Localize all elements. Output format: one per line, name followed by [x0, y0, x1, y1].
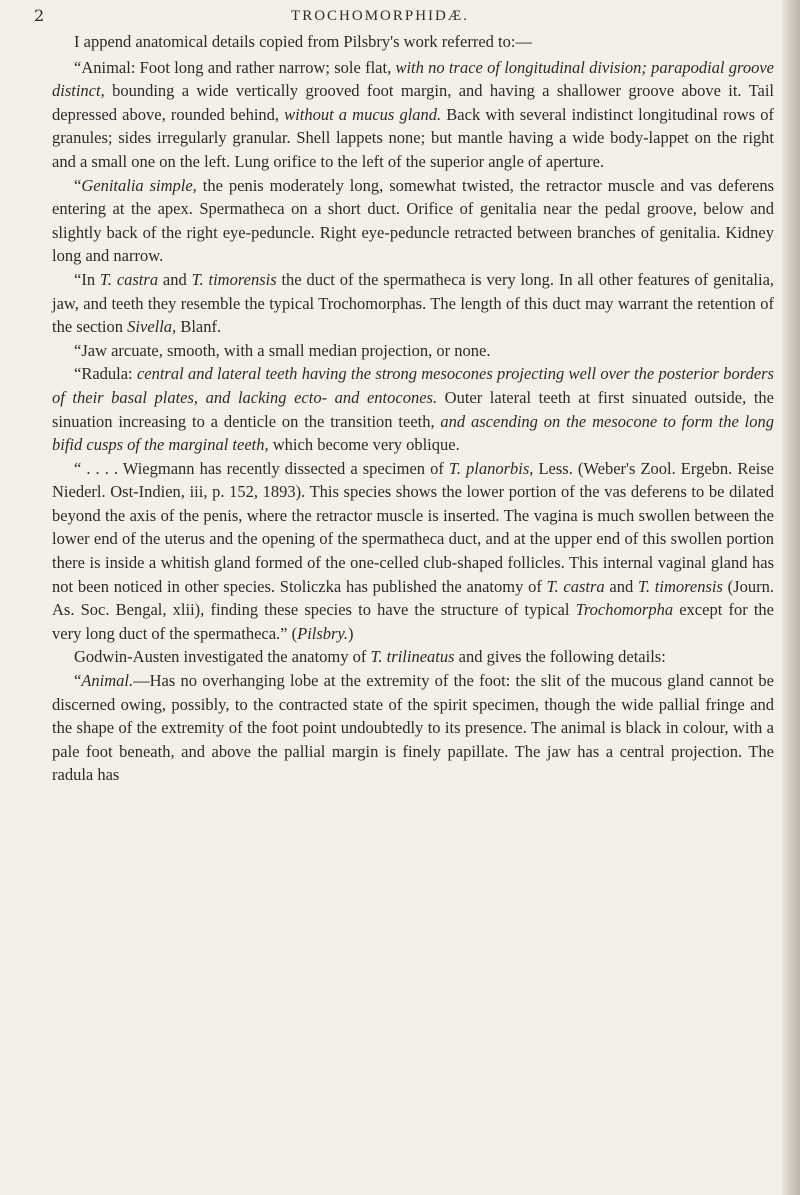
paragraph-castra [52, 268, 774, 339]
italic-text: T. castra [546, 576, 605, 596]
page-edge-shadow [782, 0, 800, 1195]
paragraph-intro [52, 30, 774, 54]
italic-text: Animal. [81, 671, 134, 691]
body-text [52, 30, 774, 787]
text-run: ) [348, 623, 354, 643]
text-run: “Jaw arcuate, smooth, with a small median projection, or none. [74, 340, 491, 360]
text-run: and gives the following details: [454, 647, 666, 667]
text-run: “ [74, 671, 82, 691]
text-run: “Radula: [74, 364, 137, 384]
text-run: the penis moderately long, somewhat twisted, the retractor muscle and vas deferens entering at the apex. Spermatheca on a short duct. Orifice of genitalia near the pedal groove, below and slightly back of the right eye-peduncle. Right eye-peduncle retracted between branches of genitalia. Kidney long and narrow. [52, 175, 774, 266]
text-run: Blanf. [176, 317, 222, 337]
text-run: and [158, 269, 192, 289]
text-run: Godwin-Austen investigated the anatomy of [74, 647, 371, 667]
italic-text: T. trilineatus [370, 647, 455, 667]
text-run: “ . . . . Wiegmann has recently dissected a specimen of [74, 458, 449, 478]
text-run: (Journ. As. Soc. Bengal, xlii), finding these species to have the structure of typical [52, 576, 774, 620]
page-number: 2 [34, 6, 45, 25]
italic-text: and ascending on the mesocone to form the long bifid cusps of the marginal teeth, [52, 411, 774, 455]
paragraph-genitalia [52, 174, 774, 268]
italic-text: T. timorensis [191, 269, 277, 289]
running-title: TROCHOMORPHIDÆ. [291, 8, 469, 24]
text-run: which become very oblique. [268, 435, 460, 455]
text-run: “Animal: Foot long and rather narrow; sole flat, [74, 57, 396, 77]
paragraph-animal-has [52, 669, 774, 787]
text-run: “ [74, 175, 82, 195]
text-run: and [604, 576, 638, 596]
paragraph-wiegmann [52, 457, 774, 646]
paragraph-animal [52, 56, 774, 174]
italic-text: T. timorensis [637, 576, 723, 596]
text-run: “In [74, 269, 100, 289]
italic-text: Genitalia simple, [81, 175, 197, 195]
text-run: Less. (Weber's Zool. Ergebn. Reise Niederl. Ost-Indien, iii, p. 152, 1893). This species shows the lower portion of the vas deferens to be dilated beyond the axis of the penis, where the retractor muscle is inserted. The vagina is much swollen between the lower end of the uterus and the opening of the spermatheca duct, and at the upper end of this swollen portion there is inside a whitish gland formed of the one-celled club-shaped follicles. This internal vaginal gland has not been noticed in other species. Stoliczka has published the anatomy of [52, 458, 774, 596]
text-run: the duct of the spermatheca is very long. In all other features of genitalia, jaw, and teeth they resemble the typical Trochomorphas. The length of this duct may warrant the retention of the section [52, 269, 775, 337]
italic-text: T. planorbis, [448, 458, 534, 478]
italic-text: central and lateral teeth having the strong mesocones projecting well over the posterior borders of their basal plates, and lacking ecto- and entocones. [52, 364, 774, 407]
italic-text: without a mucus gland. [284, 104, 442, 124]
italic-text: Pilsbry. [297, 623, 348, 643]
text-run: except for the very long duct of the spermatheca.” ( [52, 600, 774, 643]
text-run: bounding a wide vertically grooved foot margin, and having a shallower groove above it. Tail depressed above, rounded behind, [52, 81, 774, 124]
italic-text: with no trace of longitudinal division; parapodial groove distinct, [52, 57, 774, 101]
italic-text: T. castra [99, 269, 159, 289]
italic-text: Trochomorpha [575, 600, 674, 620]
text-run: Outer lateral teeth at first sinuated outside, the sinuation increasing to a denticle on the transition teeth, [52, 387, 774, 431]
paragraph-godwin [52, 645, 774, 669]
paragraph-jaw [52, 339, 774, 363]
paragraph-radula [52, 362, 774, 456]
italic-text: Sivella, [127, 317, 177, 337]
text-run: Back with several indistinct longitudinal rows of granules; sides irregularly granular. Shell lappets none; but mantle having a wide body-lappet on the right and a small one on the left. Lung orifice to the left of the superior angle of aperture. [52, 104, 774, 171]
text-run: —Has no overhanging lobe at the extremity of the foot: the slit of the mucous gland cannot be discerned owing, possibly, to the contracted state of the spirit specimen, though the wide pallial fringe and the shape of the extremity of the foot point undoubtedly to its presence. The animal is black in colour, with a pale foot beneath, and above the pallial margin is finely papillate. The jaw has a central projection. The radula has [52, 671, 774, 785]
text-run: I append anatomical details copied from Pilsbry's work referred to:— [74, 32, 532, 51]
